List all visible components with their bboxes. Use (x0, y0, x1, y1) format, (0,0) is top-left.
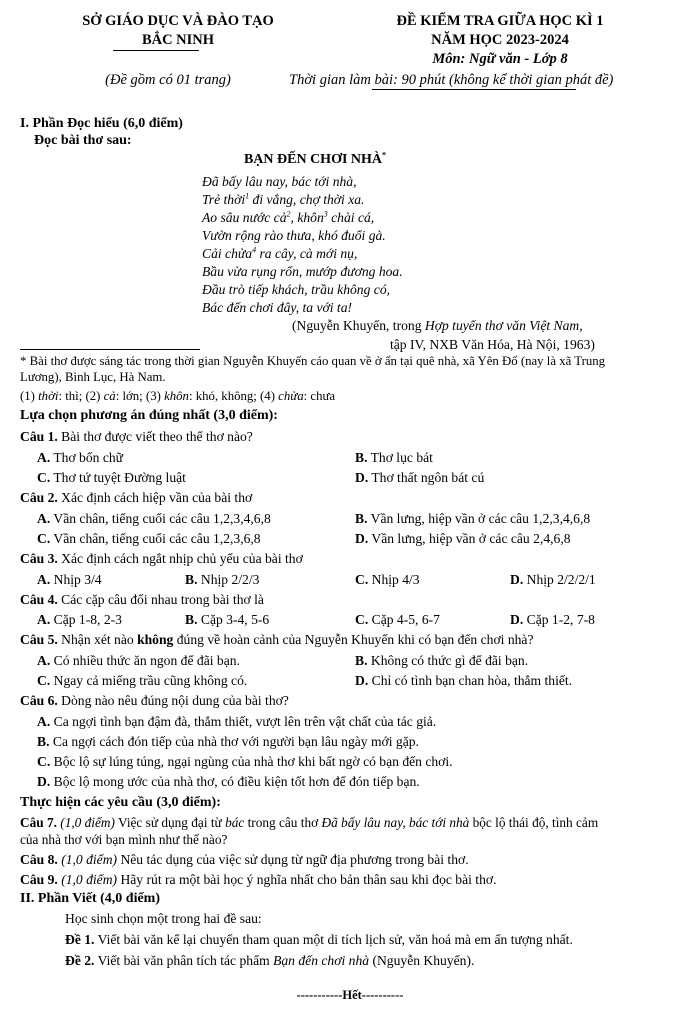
question-4: Câu 4. Các cặp câu đối nhau trong bài thơ là (20, 592, 264, 607)
q1-option-d[interactable]: D. Thơ thất ngôn bát cú (355, 470, 485, 485)
essay-option-2: Đề 2. Viết bài văn phân tích tác phẩm Bạn đến chơi nhà (Nguyễn Khuyến). (65, 953, 475, 968)
question-7: Câu 7. (1,0 điểm) Việc sử dụng đại từ bác trong câu thơ Đã bấy lâu nay, bác tới nhà bộc lộ thái độ, tình cảm (20, 815, 599, 830)
q3-option-b[interactable]: B. Nhịp 2/2/3 (185, 572, 260, 587)
q4-option-a[interactable]: A. Cặp 1-8, 2-3 (37, 612, 122, 627)
q2-option-d[interactable]: D. Vần lưng, hiệp vần ở các câu 2,4,6,8 (355, 531, 571, 546)
poem-line-6: Bầu vừa rụng rốn, mướp đương hoa. (202, 264, 403, 279)
question-6: Câu 6. Dòng nào nêu đúng nội dung của bài thơ? (20, 693, 289, 708)
poem-line-8: Bác đến chơi đây, ta với ta! (202, 300, 353, 315)
essay-option-1: Đề 1. Viết bài văn kể lại chuyến tham quan một di tích lịch sử, văn hoá mà em ấn tượng nhất. (65, 932, 573, 947)
q3-option-d[interactable]: D. Nhịp 2/2/2/1 (510, 572, 596, 587)
q1-option-b[interactable]: B. Thơ lục bát (355, 450, 433, 465)
q2-option-c[interactable]: C. Vần chân, tiếng cuối các câu 1,2,3,6,8 (37, 531, 261, 546)
question-3: Câu 3. Xác định cách ngắt nhịp chủ yếu của bài thơ (20, 551, 303, 566)
q5-option-d[interactable]: D. Chỉ có tình bạn chan hòa, thắm thiết. (355, 673, 573, 688)
province-name: BẮC NINH (141, 32, 215, 48)
page-count-note: (Đề gồm có 01 trang) (105, 72, 231, 88)
q3-option-c[interactable]: C. Nhịp 4/3 (355, 572, 420, 587)
poem-title-text: BẠN ĐẾN CHƠI NHÀ (243, 152, 383, 167)
tasks-heading: Thực hiện các yêu cầu (3,0 điểm): (20, 795, 221, 810)
poem-source-line-1: (Nguyễn Khuyến, trong Hợp tuyển thơ văn Việt Nam, (292, 318, 583, 333)
q6-option-a[interactable]: A. Ca ngợi tình bạn đậm đà, thắm thiết, vượt lên trên vật chất của tác giả. (37, 714, 437, 729)
footnote-star-line-2: Lương), Bình Lục, Hà Nam. (20, 370, 166, 384)
part2-title: II. Phần Viết (4,0 điểm) (20, 891, 160, 906)
footnote-star-line-1: * Bài thơ được sáng tác trong thời gian Nguyễn Khuyến cáo quan về ở ẩn tại quê nhà, xã Yên Đổ (nay là xã Trung (20, 354, 606, 368)
poem-line-4: Vườn rộng rào thưa, khó đuổi gà. (202, 228, 386, 243)
q4-option-b[interactable]: B. Cặp 3-4, 5-6 (185, 612, 270, 627)
poem-line-1: Đã bấy lâu nay, bác tới nhà, (202, 174, 357, 189)
q4-option-d[interactable]: D. Cặp 1-2, 7-8 (510, 612, 595, 627)
q2-option-b[interactable]: B. Vần lưng, hiệp vần ở các câu 1,2,3,4,6,8 (355, 511, 591, 526)
part2-intro: Học sinh chọn một trong hai đề sau: (65, 911, 262, 926)
department-name: SỞ GIÁO DỤC VÀ ĐÀO TẠO (82, 13, 274, 29)
poem-source-line-2: tập IV, NXB Văn Hóa, Hà Nội, 1963) (390, 337, 595, 352)
question-9: Câu 9. (1,0 điểm) Hãy rút ra một bài học ý nghĩa nhất cho bản thân sau khi đọc bài thơ. (20, 872, 497, 887)
question-7-cont: của nhà thơ với bạn mình như thế nào? (20, 832, 228, 847)
poem-line-5: Cải chửa$^4$ ra cây, cà mới nụ, (202, 245, 358, 261)
q6-option-b[interactable]: B. Ca ngợi cách đón tiếp của nhà thơ với người bạn lâu ngày mới gặp. (37, 734, 419, 749)
subject-line (330, 51, 670, 68)
q1-option-a[interactable]: A. Thơ bốn chữ (37, 450, 124, 465)
question-5: Câu 5. Nhận xét nào không đúng về hoàn cảnh của Nguyễn Khuyến khi có bạn đến chơi nhà? (20, 632, 534, 647)
end-marker: -----------Hết---------- (296, 988, 404, 1002)
mc-heading: Lựa chọn phương án đúng nhất (3,0 điểm): (20, 408, 278, 423)
school-year: NĂM HỌC 2023-2024 (431, 32, 569, 48)
q4-option-c[interactable]: C. Cặp 4-5, 6-7 (355, 612, 440, 627)
poem-line-2: Trẻ thời$^1$ đi vắng, chợ thời xa. (202, 191, 365, 207)
q2-option-a[interactable]: A. Vần chân, tiếng cuối các câu 1,2,3,4,6,8 (37, 511, 271, 526)
poem-line-3: Ao sâu nước cả$^2$, khôn$^3$ chài cá, (202, 209, 375, 225)
time-underline (372, 89, 576, 90)
poem-title (200, 152, 430, 168)
q5-option-b[interactable]: B. Không có thức gì để đãi bạn. (355, 653, 529, 668)
q5-option-a[interactable]: A. Có nhiều thức ăn ngon để đãi bạn. (37, 653, 240, 668)
subject-label: Môn: (432, 51, 466, 67)
question-1: Câu 1. Bài thơ được viết theo thể thơ nào? (20, 429, 253, 444)
footnote-divider (20, 349, 200, 350)
glossary-line: (1) thời: thì; (2) cả: lớn; (3) khôn: khó, không; (4) chửa: chưa (20, 389, 336, 403)
poem-title-mark: * (382, 150, 387, 160)
question-2: Câu 2. Xác định cách hiệp vần của bài thơ (20, 490, 253, 505)
q3-option-a[interactable]: A. Nhịp 3/4 (37, 572, 102, 587)
province-underline (113, 50, 199, 51)
part1-intro: Đọc bài thơ sau: (34, 133, 132, 148)
exam-title: ĐỀ KIỂM TRA GIỮA HỌC KÌ 1 (396, 13, 604, 29)
q5-option-c[interactable]: C. Ngay cả miếng trầu cũng không có. (37, 673, 248, 688)
poem-line-7: Đầu trò tiếp khách, trầu không có, (202, 282, 391, 297)
q1-option-c[interactable]: C. Thơ tứ tuyệt Đường luật (37, 470, 186, 485)
part1-title: I. Phần Đọc hiểu (6,0 điểm) (20, 116, 183, 131)
q6-option-d[interactable]: D. Bộc lộ mong ước của nhà thơ, có điều kiện tốt hơn để đón tiếp bạn. (37, 774, 420, 789)
time-allowed: Thời gian làm bài: 90 phút (không kể thời gian phát đề) (289, 72, 614, 88)
q6-option-c[interactable]: C. Bộc lộ sự lúng túng, ngại ngùng của nhà thơ khi bất ngờ có bạn đến chơi. (37, 754, 453, 769)
subject-value: Ngữ văn - Lớp 8 (469, 51, 568, 67)
question-8: Câu 8. (1,0 điểm) Nêu tác dụng của việc sử dụng từ ngữ địa phương trong bài thơ. (20, 852, 469, 867)
